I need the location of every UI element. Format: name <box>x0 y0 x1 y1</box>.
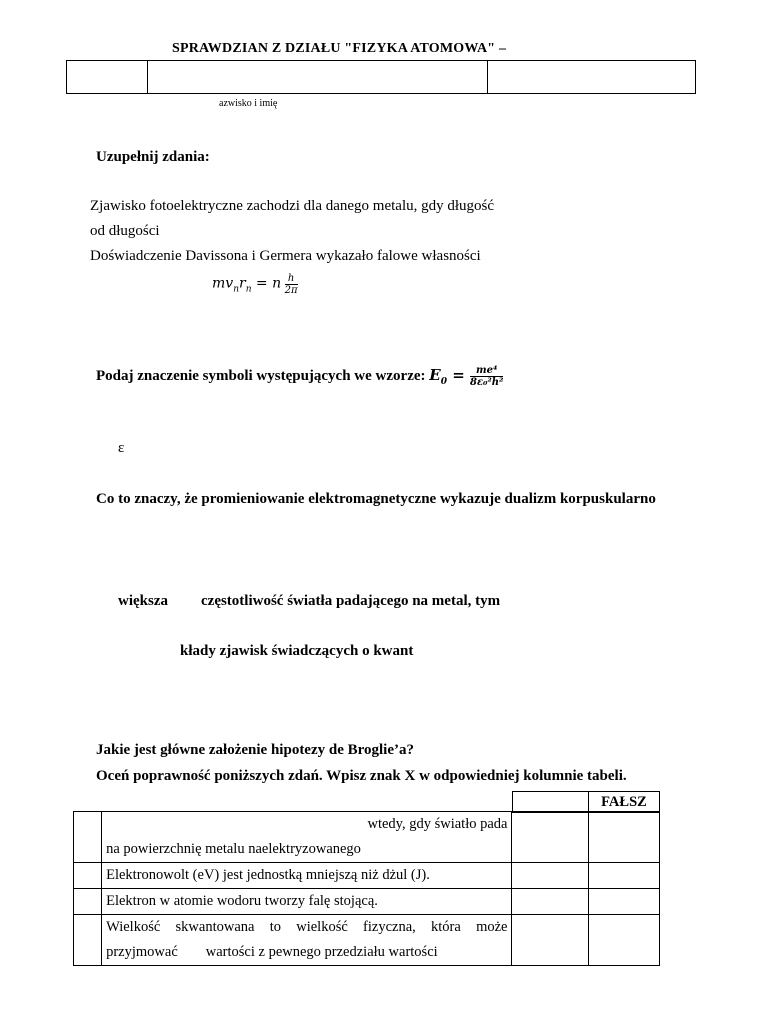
row-number-cell <box>74 863 102 889</box>
false-cell[interactable] <box>588 863 659 889</box>
statement-cell <box>102 863 512 889</box>
row-number-cell <box>74 812 102 863</box>
col-false-header: FAŁSZ <box>589 792 660 813</box>
true-cell[interactable] <box>512 915 588 966</box>
statement-cell <box>102 889 512 915</box>
tf-header-table <box>512 791 660 813</box>
task3-heading: Co to znaczy, że promieniowanie elektromagnetyczne wykazuje dualizm korpuskularno <box>96 491 656 507</box>
formula-numerator: h <box>285 273 298 285</box>
tf-table <box>73 811 660 966</box>
statement-line: Elektron w atomie wodoru tworzy falę stojącą. <box>106 893 378 909</box>
task4-word: większa <box>118 593 168 609</box>
formula-denominator: 2π <box>284 285 298 296</box>
statement-line: Elektronowolt (eV) jest jednostką mniejszą niż dżul (J). <box>106 867 430 883</box>
true-cell[interactable] <box>512 812 588 863</box>
false-cell[interactable] <box>588 889 659 915</box>
false-cell[interactable] <box>588 915 659 966</box>
epsilon-symbol: ε <box>118 440 125 456</box>
col-true-header <box>513 792 589 813</box>
statement-cell <box>102 812 512 863</box>
task1-line3: Doświadczenie Davissona i Germera wykazało falowe własności <box>90 248 481 264</box>
statement-line-2 <box>106 940 507 965</box>
table-row <box>74 889 660 915</box>
task1-line1: Zjawisko fotoelektryczne zachodzi dla danego metalu, gdy długość <box>90 198 495 214</box>
false-cell[interactable] <box>588 812 659 863</box>
energy-denominator: 8ε₀²h² <box>469 377 504 388</box>
header-cell-class[interactable] <box>67 61 148 93</box>
header-cell-grade[interactable] <box>487 61 695 93</box>
task5-heading: kłady zjawisk świadczących o kwant <box>180 643 414 659</box>
formula-sub-n2: n <box>245 284 252 295</box>
statement-line: Wielkość skwantowana to wielkość fizyczna, która może <box>106 919 508 935</box>
energy-eq: = <box>446 365 470 384</box>
formula-eq: = n <box>251 275 282 292</box>
task1-heading: Uzupełnij zdania: <box>96 149 210 165</box>
bohr-formula <box>212 273 298 296</box>
task6-heading: Jakie jest główne założenie hipotezy de Broglie’a? <box>96 742 415 758</box>
formula-fraction <box>285 273 298 296</box>
statement-word: przyjmować <box>106 944 178 960</box>
table-row <box>74 915 660 966</box>
task7-heading: Oceń poprawność poniższych zdań. Wpisz znak X w odpowiedniej kolumnie tabeli. <box>96 768 627 784</box>
energy-symbol: E <box>429 365 441 384</box>
energy-numerator: me⁴ <box>470 365 503 377</box>
formula-mv: mv <box>212 275 234 292</box>
statement-line: na powierzchnię metalu naelektryzowanego <box>106 841 361 857</box>
task2-heading-row <box>96 365 503 388</box>
statement-line: wtedy, gdy światło pada <box>367 816 508 832</box>
statement-cell <box>102 915 512 966</box>
energy-fraction <box>470 365 503 388</box>
table-row <box>74 863 660 889</box>
task4-rest: częstotliwość światła padającego na metal, tym <box>201 593 501 609</box>
header-cell-name[interactable] <box>147 61 488 93</box>
name-hint: azwisko i imię <box>219 98 278 109</box>
row-number-cell <box>74 889 102 915</box>
row-number-cell <box>74 915 102 966</box>
name-field-table <box>66 60 696 94</box>
formula-r: r <box>238 275 246 292</box>
table-row <box>74 812 660 863</box>
page-title: SPRAWDZIAN Z DZIAŁU "FIZYKA ATOMOWA" – <box>172 41 507 56</box>
task1-line2: od długości <box>90 223 160 239</box>
energy-sub: 0 <box>440 376 447 387</box>
true-cell[interactable] <box>512 889 588 915</box>
formula-sub-n1: n <box>233 284 239 295</box>
true-cell[interactable] <box>512 863 588 889</box>
task2-heading: Podaj znaczenie symboli występujących we wzorze: <box>96 367 426 384</box>
statement-rest: wartości z pewnego przedziału wartości <box>205 944 438 960</box>
